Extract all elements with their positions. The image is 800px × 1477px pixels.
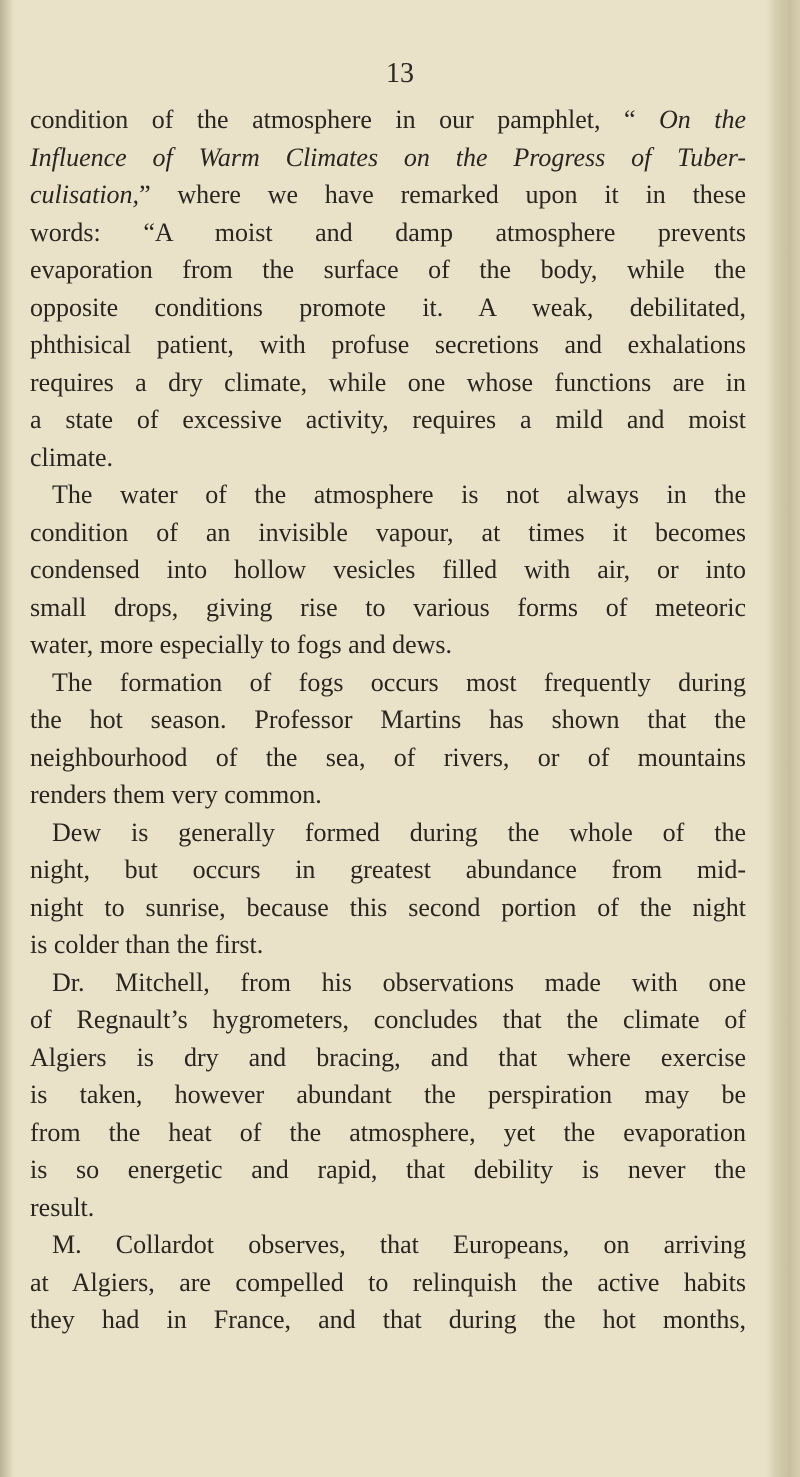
body-text — [30, 101, 746, 1339]
text-line — [30, 401, 746, 439]
text-run: is so energetic and rapid, that debility is never the — [30, 1155, 746, 1184]
page-binding-edge — [0, 0, 14, 1477]
italic-text: Influence of Warm Climates on the Progress of Tuber- — [30, 142, 746, 172]
text-line — [30, 514, 746, 552]
text-line — [30, 1189, 746, 1227]
text-line — [30, 214, 746, 252]
text-line — [30, 1114, 746, 1152]
text-run: is colder than the first. — [30, 930, 264, 959]
text-line — [30, 1076, 746, 1114]
text-run: water, more especially to fogs and dews. — [30, 630, 453, 659]
text-run: The formation of fogs occurs most frequently during — [52, 667, 746, 697]
text-line — [30, 814, 746, 852]
text-run: climate. — [30, 442, 114, 472]
text-run: a state of excessive activity, requires a mild and moist — [30, 405, 746, 434]
text-run: neighbourhood of the sea, of rivers, or of mountains — [30, 742, 746, 772]
text-run: from the heat of the atmosphere, yet the evaporation — [30, 1117, 746, 1147]
text-line — [30, 589, 746, 627]
text-run: of Regnault’s hygrometers, concludes that the climate of — [30, 1005, 746, 1034]
text-line — [30, 476, 746, 514]
page-right-edge — [766, 0, 800, 1477]
text-run: is taken, however abundant the perspiration may be — [30, 1080, 746, 1109]
text-run: renders them very common. — [30, 780, 322, 809]
text-line — [30, 701, 746, 739]
text-line — [30, 626, 746, 664]
text-run: condition of the atmosphere in our pamphlet, “ — [30, 105, 659, 134]
text-run: Algiers is dry and bracing, and that where exercise — [30, 1042, 746, 1072]
text-line — [30, 101, 746, 139]
text-line — [30, 289, 746, 327]
text-line — [30, 1001, 746, 1039]
text-run: Dr. Mitchell, from his observations made with one — [52, 967, 746, 997]
text-run: they had in France, and that during the hot months, — [30, 1305, 746, 1334]
text-line — [30, 551, 746, 589]
text-run: evaporation from the surface of the body, while the — [30, 255, 746, 284]
text-run: condensed into hollow vesicles filled with air, or into — [30, 555, 746, 584]
text-run: small drops, giving rise to various forms of meteoric — [30, 592, 746, 622]
text-line — [30, 926, 746, 964]
text-line — [30, 1264, 746, 1302]
italic-text: culisation, — [30, 180, 140, 209]
text-run: words: “A moist and damp atmosphere prevents — [30, 217, 746, 247]
text-line — [30, 664, 746, 702]
text-run: phthisical patient, with profuse secretions and exhalations — [30, 330, 746, 359]
text-run: condition of an invisible vapour, at times it becomes — [30, 517, 746, 547]
text-run: M. Collardot observes, that Europeans, on arriving — [52, 1230, 746, 1259]
text-run: night, but occurs in greatest abundance from mid- — [30, 855, 746, 884]
text-line — [30, 139, 746, 177]
text-line — [30, 851, 746, 889]
italic-text: On the — [658, 105, 746, 134]
text-line — [30, 439, 746, 477]
text-line — [30, 1151, 746, 1189]
text-run: the hot season. Professor Martins has shown that the — [30, 705, 746, 734]
text-run: at Algiers, are compelled to relinquish the active habits — [30, 1267, 746, 1297]
text-line — [30, 1301, 746, 1339]
text-line — [30, 176, 746, 214]
text-line — [30, 251, 746, 289]
text-run: ” where we have remarked upon it in these — [139, 180, 746, 209]
text-run: Dew is generally formed during the whole of the — [52, 817, 746, 847]
text-line — [30, 1226, 746, 1264]
text-line — [30, 326, 746, 364]
text-line — [30, 889, 746, 927]
text-run: The water of the atmosphere is not always in the — [52, 480, 746, 509]
text-line — [30, 364, 746, 402]
page-number: 13 — [386, 58, 414, 89]
text-line — [30, 964, 746, 1002]
text-run: requires a dry climate, while one whose functions are in — [30, 367, 746, 397]
text-run: result. — [30, 1192, 95, 1222]
text-run: night to sunrise, because this second portion of the night — [30, 892, 746, 922]
text-line — [30, 739, 746, 777]
text-line — [30, 1039, 746, 1077]
text-line — [30, 776, 746, 814]
text-run: opposite conditions promote it. A weak, debilitated, — [30, 292, 746, 322]
